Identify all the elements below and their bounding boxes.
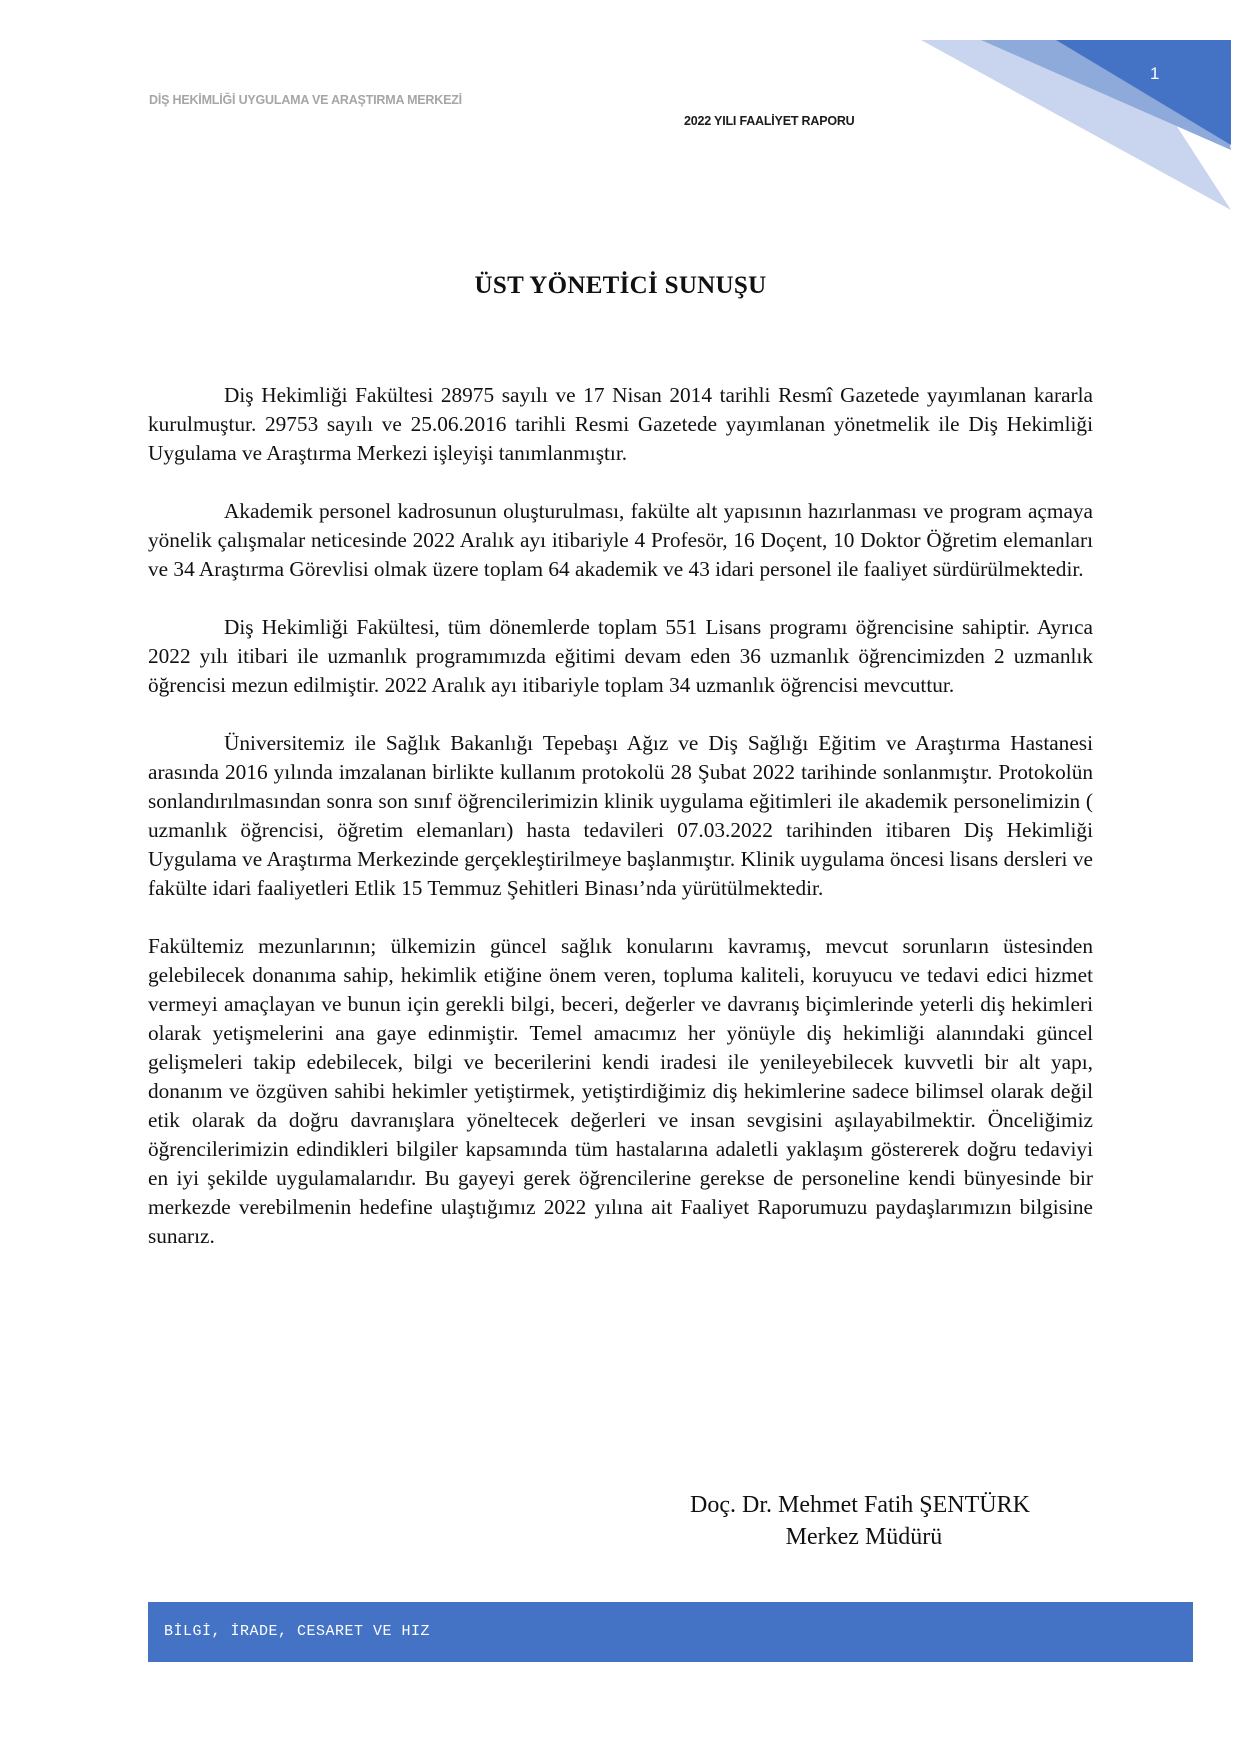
footer-bar <box>148 1602 1193 1662</box>
corner-decoration <box>921 0 1241 220</box>
paragraph: Akademik personel kadrosunun oluşturulması, fakülte alt yapısının hazırlanması ve program açmaya yönelik çalışmalar neticesinde 2022 Aralık ayı itibariyle 4 Profesör, 16 Doçent, 10 Doktor Öğretim elemanları ve 34 Araştırma Görevlisi olmak üzere toplam 64 akademik ve 43 idari personel ile faaliyet sürdürülmektedir. <box>148 499 1093 581</box>
header-center-name: DİŞ HEKİMLİĞİ UYGULAMA VE ARAŞTIRMA MERKEZİ <box>149 93 462 107</box>
signature-role: Merkez Müdürü <box>785 1524 943 1550</box>
paragraph: Fakültemiz mezunlarının; ülkemizin güncel sağlık konularını kavramış, mevcut sorunların üstesinden gelebilecek donanıma sahip, hekimlik etiğine önem veren, topluma kaliteli, koruyucu ve tedavi edici hizmet vermeyi amaçlayan ve bunun için gerekli bilgi, beceri, değerler ve davranış biçimlerinde yeterli diş hekimleri olarak yetişmelerini ana gaye edinmiştir. Temel amacımız her yönüyle diş hekimliği alanındaki güncel gelişmeleri takip edebilecek, bilgi ve becerilerini kendi iradesi ile yenileyebilecek kuvvetli bir alt yapı, donanım ve özgüven sahibi hekimler yetiştirmek, yetiştirdiğimiz diş hekimlerine sadece bilimsel olarak değil etik olarak da doğru davranışlara yöneltecek değerleri ve insan sevgisini aşılayabilmektir. Önceliğimiz öğrencilerimizin edindikleri bilgiler kapsamında tüm hastalarına adaletli yaklaşım göstererek doğru tedaviyi en iyi şekilde uygulamalarıdır. Bu gayeyi gerek öğrencilerine gerekse de personeline kendi bünyesinde bir merkezde verebilmenin hedefine ulaştığımız 2022 yılına ait Faaliyet Raporumuzu paydaşlarımızın bilgisine sunarız. <box>148 934 1093 1248</box>
paragraph: Üniversitemiz ile Sağlık Bakanlığı Tepebaşı Ağız ve Diş Sağlığı Eğitim ve Araştırma Hastanesi arasında 2016 yılında imzalanan birlikte kullanım protokolü 28 Şubat 2022 tarihinde sonlanmıştır. Protokolün sonlandırılmasından sonra son sınıf öğrencilerimizin klinik uygulama eğitimleri ile akademik personelimizin ( uzmanlık öğrencisi, öğretim elemanları) hasta tedavileri 07.03.2022 tarihinden itibaren Diş Hekimliği Uygulama ve Araştırma Merkezinde gerçekleştirilmeye başlanmıştır. Klinik uygulama öncesi lisans dersleri ve fakülte idari faaliyetleri Etlik 15 Temmuz Şehitleri Binası’nda yürütülmektedir. <box>148 731 1093 900</box>
body-text <box>148 381 1093 1280</box>
header-report-title: 2022 YILI FAALİYET RAPORU <box>684 114 855 128</box>
signature-block <box>690 1489 1030 1553</box>
page-number: 1 <box>1150 64 1160 83</box>
paragraph: Diş Hekimliği Fakültesi 28975 sayılı ve 17 Nisan 2014 tarihli Resmî Gazetede yayımlanan kararla kurulmuştur. 29753 sayılı ve 25.06.2016 tarihli Resmi Gazetede yayımlanan yönetmelik ile Diş Hekimliği Uygulama ve Araştırma Merkezi işleyişi tanımlanmıştır. <box>148 383 1093 465</box>
footer-motto: BİLGİ, İRADE, CESARET VE HIZ <box>164 1623 431 1640</box>
signature-name: Doç. Dr. Mehmet Fatih ŞENTÜRK <box>690 1492 1030 1518</box>
page-title: ÜST YÖNETİCİ SUNUŞU <box>474 272 767 299</box>
paragraph: Diş Hekimliği Fakültesi, tüm dönemlerde toplam 551 Lisans programı öğrencisine sahiptir. Ayrıca 2022 yılı itibari ile uzmanlık programımızda eğitimi devam eden 36 uzmanlık öğrencimizden 2 uzmanlık öğrencisi mezun edilmiştir. 2022 Aralık ayı itibariyle toplam 34 uzmanlık öğrencisi mevcuttur. <box>148 615 1093 697</box>
